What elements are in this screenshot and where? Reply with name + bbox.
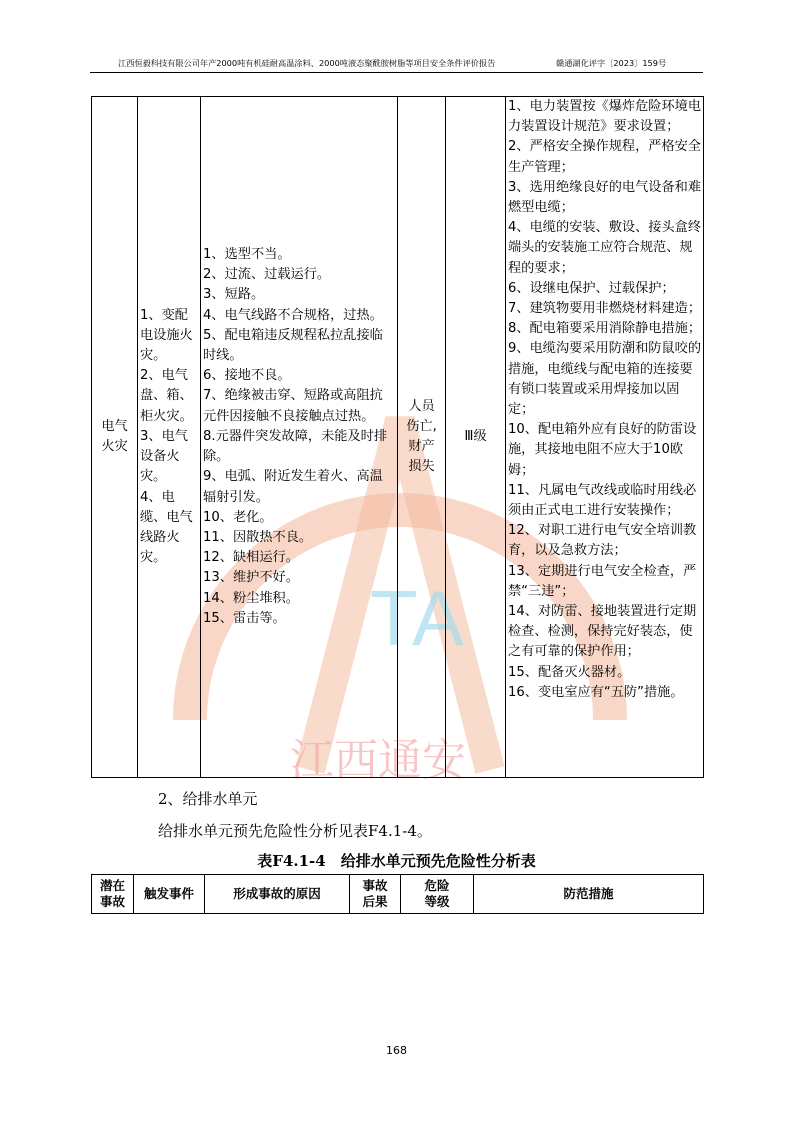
watermark-text: 江西通安 [290,735,466,786]
watermark-letters: TA [370,574,464,662]
header-code: 赣通湖化评字〔2023〕159号 [556,58,667,68]
hazard-analysis-table-water [91,874,704,914]
hazard-analysis-table-electrical [91,96,704,778]
measures-cell: 1、电力装置按《爆炸危险环境电力装置设计规范》要求设置； 2、严格安全操作规程，严格安全生产管理； 3、选用绝缘良好的电气设备和难燃型电缆； 4、电缆的安装、敷设、接头盒终端头的安装施工应符合规范、规程的要求； 6、设继电保护、过载保护； 7、建筑物要用非燃烧材料建造； 8、配电箱要采用消除静电措施； 9、电缆沟要采用防潮和防鼠咬的措施，电缆线与配电箱的连接要有锁口装置或采用焊接加以固定； 10、配电箱外应有良好的防雷设施，其接地电阻不应大于10欧姆； 11、凡属电气改线或临时用线必须由正式电工进行安装操作； 12、对职工进行电气安全培训教育，以及急救方法； 13、定期进行电气安全检查，严禁“三违”； 14、对防雷、接地装置进行定期检查、检测，保持完好装态，使之有可靠的保护作用； 15、配备灭火器材。 16、变电室应有“五防”措施。 [506,97,704,778]
level-cell: Ⅲ级 [446,97,506,778]
consequence-cell: 人员 伤亡, 财产 损失 [398,97,446,778]
section-text: 给排水单元预先危险性分析见表F4.1-4。 [158,822,432,840]
section-heading: 2、给排水单元 [158,790,258,808]
column-header: 潜在 事故 [92,875,134,914]
table-header-row [92,875,704,914]
page-number: 168 [386,1044,407,1057]
page-header [118,58,678,69]
header-title: 江西恒毅科技有限公司年产2000吨有机硅耐高温涂料、2000吨液态聚酰胺树脂等项目安全条件评价报告 [118,58,496,68]
column-header: 危险 等级 [401,875,474,914]
column-header: 事故 后果 [350,875,401,914]
causes-cell: 1、选型不当。 2、过流、过载运行。 3、短路。 4、电气线路不合规格，过热。 5、配电箱违反规程私拉乱接临时线。 6、接地不良。 7、绝缘被击穿、短路或高阻抗元件因接触不良接触点过热。 8.元器件突发故障，未能及时排除。 9、电弧、附近发生着火、高温辐射引发。 10、老化。 11、因散热不良。 12、缺相运行。 13、维护不好。 14、粉尘堆积。 15、雷击等。 [201,97,398,778]
column-header: 防范措施 [474,875,704,914]
header-rule [90,72,703,73]
column-header: 触发事件 [134,875,205,914]
table-title: 表F4.1-4 给排水单元预先危险性分析表 [257,852,536,870]
hazard-cell: 电气 火灾 [92,97,138,778]
table-row [92,97,704,778]
events-cell: 1、变配电设施火灾。 2、电气盘、箱、柜火灾。 3、电气设备火灾。 4、电缆、电气线路火灾。 [138,97,201,778]
column-header: 形成事故的原因 [205,875,350,914]
